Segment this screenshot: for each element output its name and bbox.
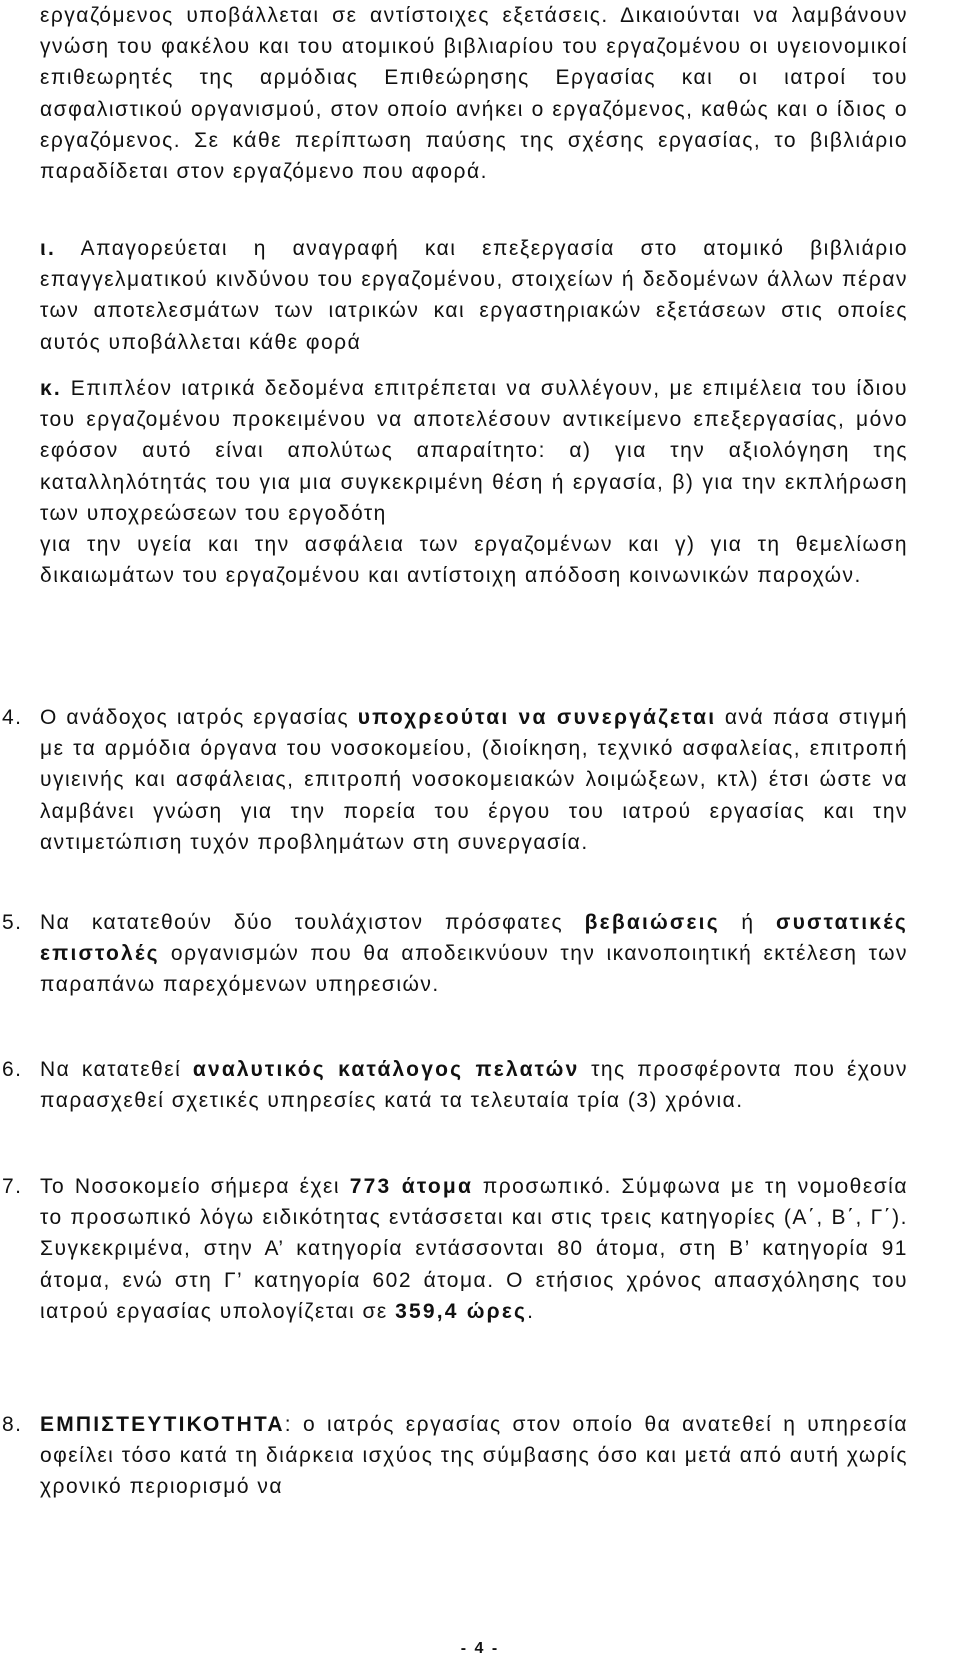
list-number: 8. <box>2 1413 23 1436</box>
list-number: 4. <box>2 706 23 729</box>
page-number: - 4 - <box>460 1640 500 1657</box>
emphasis-text: αναλυτικός κατάλογος πελατών <box>192 1058 580 1081</box>
list-number: 7. <box>2 1175 23 1198</box>
emphasis-text: υποχρεούται να συνεργάζεται <box>357 706 717 729</box>
list-item-text: Να κατατεθούν δύο τουλάχιστον πρόσφατες βεβαιώσεις ή συστατικές επιστολές οργανισμών που θα αποδεικνύουν την ικανοποιητική εκτέλεση των παραπάνω παρεχόμενων υπηρεσιών. <box>40 911 908 997</box>
list-item-text: Ο ανάδοχος ιατρός εργασίας υποχρεούται να συνεργάζεται ανά πάσα στιγμή με τα αρμόδια όργανα του νοσοκομείου, (διοίκηση, τεχνικό ασφαλείας, επιτροπή υγιεινής και ασφάλειας, επιτροπή νοσοκομειακών λοιμώξεων, κτλ) έτσι ώστε να λαμβάνει γνώση για την πορεία του έργου του ιατρού εργασίας και την αντιμετώπιση τυχόν προβλημάτων στη συνεργασία. <box>40 706 909 854</box>
paragraph-i-text: Απαγορεύεται η αναγραφή και επεξεργασία στο ατομικό βιβλιάριο επαγγελματικού κινδύνου του εργαζομένου, στοιχείων ή δεδομένων άλλων πέραν των αποτελεσμάτων των ιατρικών και εργαστηριακών εξετάσεων στις οποίες αυτός υποβάλλεται κάθε φορά <box>40 237 908 354</box>
paragraph-k-continuation: για την υγεία και την ασφάλεια των εργαζομένων και γ) για τη θεμελίωση δικαιωμάτων του εργαζομένου και αντίστοιχη απόδοση κοινωνικών παροχών. <box>40 533 908 588</box>
paragraph-k <box>40 373 908 591</box>
paragraph-k-marker: κ. <box>40 377 62 400</box>
paragraph-k-text: Επιπλέον ιατρικά δεδομένα επιτρέπεται να συλλέγουν, με επιμέλεια του ίδιου του εργαζομένου προκειμένου να αποτελέσουν αντικείμενο επεξεργασίας, μόνο εφόσον αυτό είναι απολύτως απαραίτητο: α) για την αξιολόγηση της καταλληλότητάς του για μια συγκεκριμένη θέση ή εργασία, β) για την εκπλήρωση των υποχρεώσεων του εργοδότη <box>40 377 908 525</box>
continuation-paragraph <box>40 0 908 187</box>
list-item-text: Να κατατεθεί αναλυτικός κατάλογος πελατών της προσφέροντα που έχουν παρασχεθεί σχετικές υπηρεσίες κατά τα τελευταία τρία (3) χρόνια. <box>40 1058 909 1113</box>
paragraph-i-marker: ι. <box>40 237 57 260</box>
list-item-text: ΕΜΠΙΣΤΕΥΤΙΚΟΤΗΤΑ: ο ιατρός εργασίας στον οποίο θα ανατεθεί η υπηρεσία οφείλει τόσο κατά τη διάρκεια ισχύος της σύμβασης όσο και μετά από αυτή χωρίς χρονικό περιορισμό να <box>40 1413 908 1499</box>
list-number: 5. <box>2 911 23 934</box>
emphasis-text: 359,4 ώρες <box>395 1299 528 1323</box>
list-number: 6. <box>2 1058 23 1081</box>
intro-paragraph: εργαζόμενος υποβάλλεται σε αντίστοιχες εξετάσεις. Δικαιούνται να λαμβάνουν γνώση του φακέλου και του ατομικού βιβλιαρίου του εργαζομένου οι υγειονομικοί επιθεωρητές της αρμόδιας Επιθεώρησης Εργασίας και οι ιατροί του ασφαλιστικού οργανισμού, στον οποίο ανήκει ο εργαζόμενος, καθώς και ο ίδιος ο εργαζόμενος. Σε κάθε περίπτωση παύσης της σχέσης εργασίας, το βιβλιάριο παραδίδεται στον εργαζόμενο που αφορά. <box>40 4 908 184</box>
emphasis-text: βεβαιώσεις <box>584 911 720 934</box>
list-item-text: Το Νοσοκομείο σήμερα έχει 773 άτομα προσωπικό. Σύμφωνα με τη νομοθεσία το προσωπικό λόγω ειδικότητας εντάσσεται και στις τρεις κατηγορίες (Α΄, Β΄, Γ΄). Συγκεκριμένα, στην Α’ κατηγορία εντάσσονται 80 άτομα, στη Β’ κατηγορία 91 άτομα, ενώ στη Γ’ κατηγορία 602 άτομα. Ο ετήσιος χρόνος απασχόλησης του ιατρού εργασίας υπολογίζεται σε 359,4 ώρες. <box>40 1175 908 1323</box>
emphasis-text: ΕΜΠΙΣΤΕΥΤΙΚΟΤΗΤΑ <box>40 1413 285 1436</box>
emphasis-text: συστατικές επιστολές <box>40 911 908 966</box>
emphasis-text: 773 άτομα <box>349 1175 474 1198</box>
paragraph-i <box>40 233 908 358</box>
